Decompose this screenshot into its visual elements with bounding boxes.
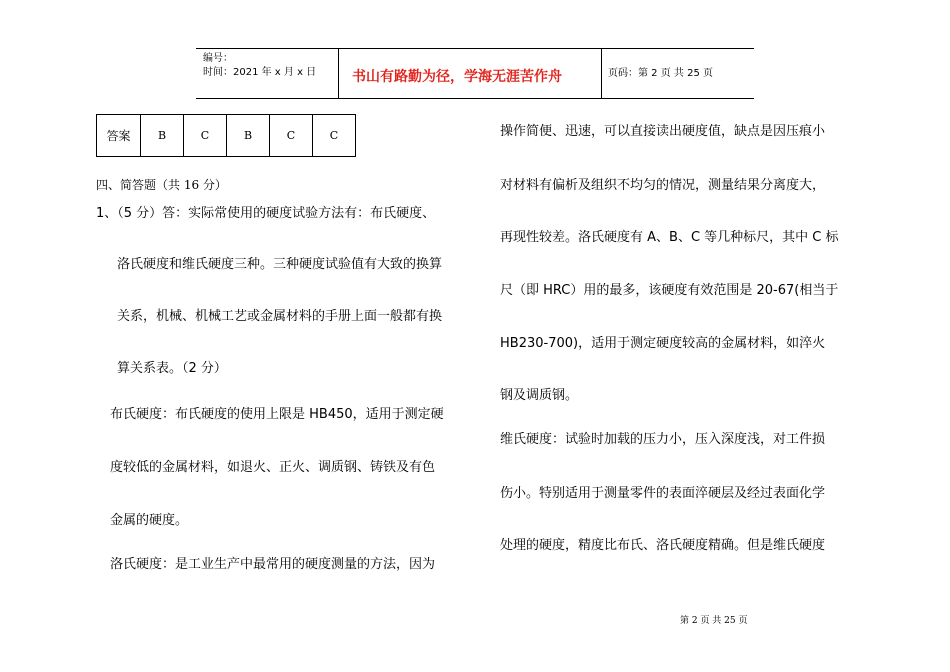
answer-label-cell: 答案: [97, 115, 141, 157]
page-header: [196, 48, 754, 99]
answer-cell: C: [184, 115, 227, 157]
time-label: 时间：2021 年 x 月 x 日: [203, 67, 317, 78]
brinell-line: 金属的硬度。: [110, 513, 189, 528]
page-label: 页码：第 2 页 共 25 页: [608, 68, 713, 79]
brinell-line: 布氏硬度：布氏硬度的使用上限是 HB450，适用于测定硬: [110, 407, 444, 422]
answer-cell: C: [313, 115, 356, 157]
right-line: 对材料有偏析及组织不均匀的情况，测量结果分离度大，: [500, 178, 826, 193]
q1-line: 洛氏硬度和维氏硬度三种。三种硬度试验值有大致的换算: [117, 257, 443, 272]
answer-cell: B: [141, 115, 184, 157]
right-line: 伤小。特别适用于测量零件的表面淬硬层及经过表面化学: [500, 486, 826, 501]
answer-cell: C: [270, 115, 313, 157]
right-line: HB230-700)，适用于测定硬度较高的金属材料，如淬火: [500, 336, 826, 351]
motto-text: 书山有路勤为径，学海无涯苦作舟: [352, 69, 562, 85]
brinell-line: 度较低的金属材料，如退火、正火、调质钢、铸铁及有色: [110, 460, 436, 475]
page-footer: 第 2 页 共 25 页: [680, 616, 748, 626]
header-page-cell: [602, 49, 754, 98]
answer-table: [96, 114, 356, 157]
header-info-cell: [196, 49, 339, 98]
right-line: 尺（即 HRC）用的最多，该硬度有效范围是 20-67(相当于: [500, 283, 839, 298]
section-title: 四、简答题（共 16 分）: [96, 178, 227, 192]
right-line: 维氏硬度：试验时加载的压力小，压入深度浅，对工件损: [500, 432, 826, 447]
q1-line: 算关系表。（2 分）: [117, 361, 227, 376]
rockwell-line: 洛氏硬度：是工业生产中最常用的硬度测量的方法，因为: [110, 557, 436, 572]
header-motto-cell: [339, 49, 602, 98]
q1-line: 关系，机械、机械工艺或金属材料的手册上面一般都有换: [117, 309, 443, 324]
right-line: 再现性较差。洛氏硬度有 A、B、C 等几种标尺，其中 C 标: [500, 230, 839, 245]
answer-cell: B: [227, 115, 270, 157]
number-label: 编号：: [203, 53, 233, 64]
answer-row: [97, 115, 356, 157]
right-line: 处理的硬度，精度比布氏、洛氏硬度精确。但是维氏硬度: [500, 538, 826, 553]
right-line: 操作简便、迅速，可以直接读出硬度值，缺点是因压痕小: [500, 124, 826, 139]
q1-line: 1、（5 分）答：实际常使用的硬度试验方法有：布氏硬度、: [96, 206, 436, 221]
right-line: 钢及调质钢。: [500, 388, 579, 403]
